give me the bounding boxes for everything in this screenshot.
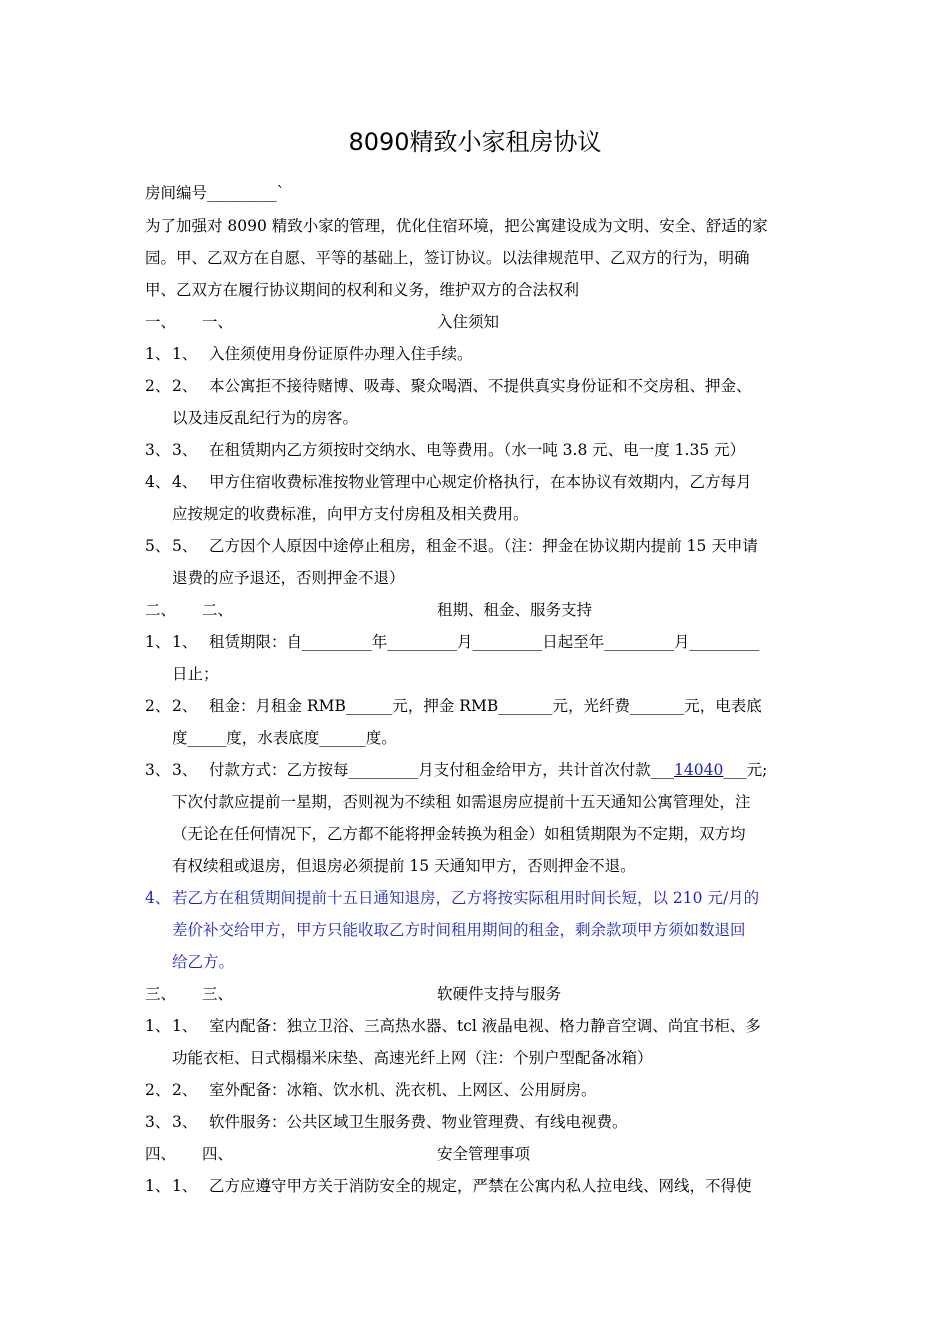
section-number-repeat: 四、 bbox=[202, 1145, 234, 1163]
item-number: 2、 bbox=[145, 377, 171, 395]
list-item bbox=[145, 344, 815, 364]
intro-line-1: 为了加强对 8090 精致小家的管理，优化住宿环境，把公寓建设成为文明、安全、舒适的家 bbox=[145, 217, 768, 235]
item-number: 3、 bbox=[145, 1113, 171, 1131]
section-title: 租期、租金、服务支持 bbox=[437, 601, 593, 619]
section-number-repeat: 一、 bbox=[202, 313, 234, 331]
item-number: 5、 bbox=[145, 537, 171, 555]
item-number-repeat: 1、 bbox=[172, 345, 198, 363]
item-text-end: 元; bbox=[746, 761, 768, 779]
list-item-highlighted bbox=[145, 888, 815, 908]
item-number: 1、 bbox=[145, 1017, 171, 1035]
item-number-repeat: 2、 bbox=[172, 377, 198, 395]
item-text: 乙方应遵守甲方关于消防安全的规定，严禁在公寓内私人拉电线、网线，不得使 bbox=[209, 1177, 752, 1195]
item-number: 1、 bbox=[145, 633, 171, 651]
list-item bbox=[145, 1080, 815, 1100]
item-number-repeat: 2、 bbox=[172, 1081, 198, 1099]
item-number: 4、 bbox=[145, 473, 171, 491]
list-item bbox=[145, 1112, 815, 1132]
item-number: 4、 bbox=[145, 889, 171, 907]
document-title: 8090精致小家租房协议 bbox=[348, 128, 602, 156]
item-number-repeat: 4、 bbox=[172, 473, 198, 491]
item-text: 租金：月租金 RMB______元，押金 RMB_______元，光纤费_______元，电表底 bbox=[209, 697, 762, 715]
item-number-repeat: 1、 bbox=[172, 633, 198, 651]
item-number: 3、 bbox=[145, 761, 171, 779]
item-text: 入住须使用身份证原件办理入住手续。 bbox=[209, 345, 473, 363]
item-number-repeat: 1、 bbox=[172, 1017, 198, 1035]
section-number: 一、 bbox=[145, 313, 177, 331]
item-text-continued: 退费的应予退还，否则押金不退） bbox=[172, 569, 405, 587]
item-text: 甲方住宿收费标准按物业管理中心规定价格执行，在本协议有效期内，乙方每月 bbox=[209, 473, 752, 491]
section-title: 安全管理事项 bbox=[437, 1145, 531, 1163]
item-text: 本公寓拒不接待赌博、吸毒、聚众喝酒、不提供真实身份证和不交房租、押金、 bbox=[209, 377, 752, 395]
item-text-continued: 有权续租或退房，但退房必须提前 15 天通知甲方，否则押金不退。 bbox=[172, 857, 636, 875]
section-title: 软硬件支持与服务 bbox=[437, 985, 562, 1003]
item-number: 1、 bbox=[145, 1177, 171, 1195]
list-item bbox=[145, 632, 815, 652]
item-text-continued: 给乙方。 bbox=[172, 953, 235, 971]
item-number-repeat: 2、 bbox=[172, 697, 198, 715]
item-text-continued: 日止； bbox=[172, 665, 219, 683]
section-number: 二、 bbox=[145, 601, 177, 619]
intro-line-3: 甲、乙双方在履行协议期间的权利和义务，维护双方的合法权利 bbox=[145, 281, 580, 299]
item-text-continued: 以及违反乱纪行为的房客。 bbox=[172, 409, 359, 427]
section-number: 四、 bbox=[145, 1145, 177, 1163]
intro-line-2: 园。甲、乙双方在自愿、平等的基础上，签订协议。以法律规范甲、乙双方的行为，明确 bbox=[145, 249, 750, 267]
section-heading-1 bbox=[145, 312, 815, 332]
item-text-continued: 应按规定的收费标准，向甲方支付房租及相关费用。 bbox=[172, 505, 529, 523]
list-item bbox=[145, 440, 815, 460]
room-number-line: 房间编号_________` bbox=[145, 184, 285, 202]
item-text-continued: 度_____度，水表底度______度。 bbox=[172, 729, 397, 747]
item-number-repeat: 3、 bbox=[172, 441, 198, 459]
item-number: 3、 bbox=[145, 441, 171, 459]
item-number: 1、 bbox=[145, 345, 171, 363]
item-text: 乙方因个人原因中途停止租房，租金不退。（注：押金在协议期内提前 15 天申请 bbox=[209, 537, 758, 555]
section-number: 三、 bbox=[145, 985, 177, 1003]
list-item bbox=[145, 376, 815, 396]
section-title: 入住须知 bbox=[437, 313, 500, 331]
section-heading-4 bbox=[145, 1144, 815, 1164]
item-number: 2、 bbox=[145, 1081, 171, 1099]
item-text-continued: 差价补交给甲方，甲方只能收取乙方时间租用期间的租金，剩余款项甲方须如数退回 bbox=[172, 921, 746, 939]
list-item bbox=[145, 472, 815, 492]
item-text: 在租赁期内乙方须按时交纳水、电等费用。（水一吨 3.8 元、电一度 1.35 元） bbox=[209, 441, 746, 459]
item-text: 室内配备：独立卫浴、三高热水器、tcl 液晶电视、格力静音空调、尚宜书柜、多 bbox=[209, 1017, 761, 1035]
list-item bbox=[145, 536, 815, 556]
item-text-continued: 功能衣柜、日式榻榻米床垫、高速光纤上网（注：个别户型配备冰箱） bbox=[172, 1049, 653, 1067]
section-heading-3 bbox=[145, 984, 815, 1004]
payment-blank-left: ___ bbox=[650, 761, 675, 779]
item-text: 室外配备：冰箱、饮水机、洗衣机、上网区、公用厨房。 bbox=[209, 1081, 597, 1099]
list-item bbox=[145, 760, 815, 780]
section-number-repeat: 三、 bbox=[202, 985, 234, 1003]
item-text-continued: （无论在任何情况下，乙方都不能将押金转换为租金）如租赁期限为不定期，双方均 bbox=[172, 825, 746, 843]
item-number-repeat: 5、 bbox=[172, 537, 198, 555]
item-number-repeat: 3、 bbox=[172, 1113, 198, 1131]
item-text-continued: 下次付款应提前一星期，否则视为不续租 如需退房应提前十五天通知公寓管理处，注 bbox=[172, 793, 751, 811]
list-item bbox=[145, 1176, 815, 1196]
item-text: 付款方式：乙方按每_________月支付租金给甲方，共计首次付款 bbox=[209, 761, 651, 779]
list-item bbox=[145, 696, 815, 716]
item-text: 租赁期限：自_________年_________月_________日起至年_________月_________ bbox=[209, 633, 760, 651]
item-number: 2、 bbox=[145, 697, 171, 715]
list-item bbox=[145, 1016, 815, 1036]
item-text: 若乙方在租赁期间提前十五日通知退房，乙方将按实际租用时间长短，以 210 元/月的 bbox=[172, 889, 760, 907]
section-heading-2 bbox=[145, 600, 815, 620]
first-payment-amount: 14040 bbox=[674, 761, 724, 779]
item-text: 软件服务：公共区域卫生服务费、物业管理费、有线电视费。 bbox=[209, 1113, 628, 1131]
section-number-repeat: 二、 bbox=[202, 601, 234, 619]
item-number-repeat: 1、 bbox=[172, 1177, 198, 1195]
item-number-repeat: 3、 bbox=[172, 761, 198, 779]
payment-blank-right: ___ bbox=[723, 761, 747, 779]
